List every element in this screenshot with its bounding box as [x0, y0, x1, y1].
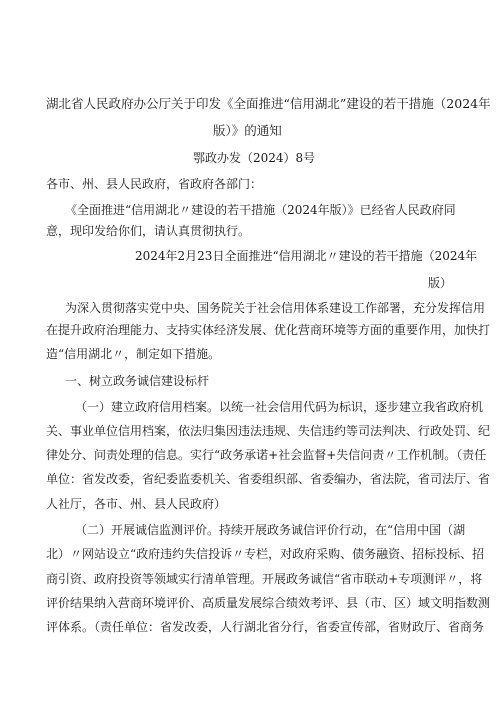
- attachment-title-line-2: 版）: [428, 276, 453, 290]
- item-1-line-1: （一）建立政府信用档案。以统一社会信用代码为标识，逐步建立我省政府机: [75, 400, 484, 414]
- intro-line-1: 为深入贯彻落实党中央、国务院关于社会信用体系建设工作部署，充分发挥信用: [65, 301, 486, 315]
- item-2-line-5: 评体系。（责任单位：省发改委，人行湖北省分行，省委宣传部，省财政厅、省商务: [46, 620, 485, 634]
- document-number: 鄂政办发（2024）8号: [193, 151, 316, 165]
- item-1-line-5: 人社厅，各市、州、县人民政府）: [46, 497, 227, 511]
- item-2-line-4: 评价结果纳入营商环境评价、高质量发展综合绩效考评、县（市、区）域文明指数测: [46, 596, 491, 610]
- item-2-line-3: 商引资、政府投资等领域实行清单管理。开展政务诚信“省市联动+专项测评〃，将: [46, 572, 483, 586]
- section-1-heading: 一、树立政务诚信建设标杆: [65, 374, 210, 388]
- addressee: 各市、州、县人民政府，省政府各部门：: [46, 177, 263, 191]
- notice-line-1: 《全面推进“信用湖北〃建设的若干措施（2024年版）》已经省人民政府同: [65, 203, 456, 217]
- intro-line-3: 造“信用湖北〃，制定如下措施。: [46, 347, 221, 361]
- item-1-line-2: 关、事业单位信用档案，依法归集因违法违规、失信违约等司法判决、行政处罚、纪: [46, 424, 491, 438]
- document-title-line-2: 版）》的通知: [213, 123, 282, 138]
- attachment-title-line-1: 2024年2月23日全面推进“信用湖北〃建设的若干措施（2024年: [135, 249, 478, 263]
- item-1-line-4: 单位：省发改委，省纪委监委机关、省委组织部、省委编办，省法院，省司法厅、省: [46, 472, 491, 486]
- notice-line-2: 意，现印发给你们，请认真贯彻执行。: [46, 224, 251, 238]
- item-2-line-2: 北）〃网站设立“政府违约失信投诉〃专栏，对政府采购、债务融资、招标投标、招: [46, 547, 485, 561]
- item-2-line-1: （二）开展诚信监测评价。持续开展政务诚信评价行动，在“信用中国（湖: [75, 523, 466, 537]
- intro-line-2: 在提升政府治理能力、支持实体经济发展、优化营商环境等方面的重要作用，加快打: [46, 323, 491, 337]
- document-title-line-1: 湖北省人民政府办公厅关于印发《全面推进“信用湖北”建设的若干措施（2024年: [46, 96, 491, 111]
- item-1-line-3: 律处分、问责处理的信息。实行“政务承诺+社会监督+失信问责〃工作机制。（责任: [46, 448, 487, 462]
